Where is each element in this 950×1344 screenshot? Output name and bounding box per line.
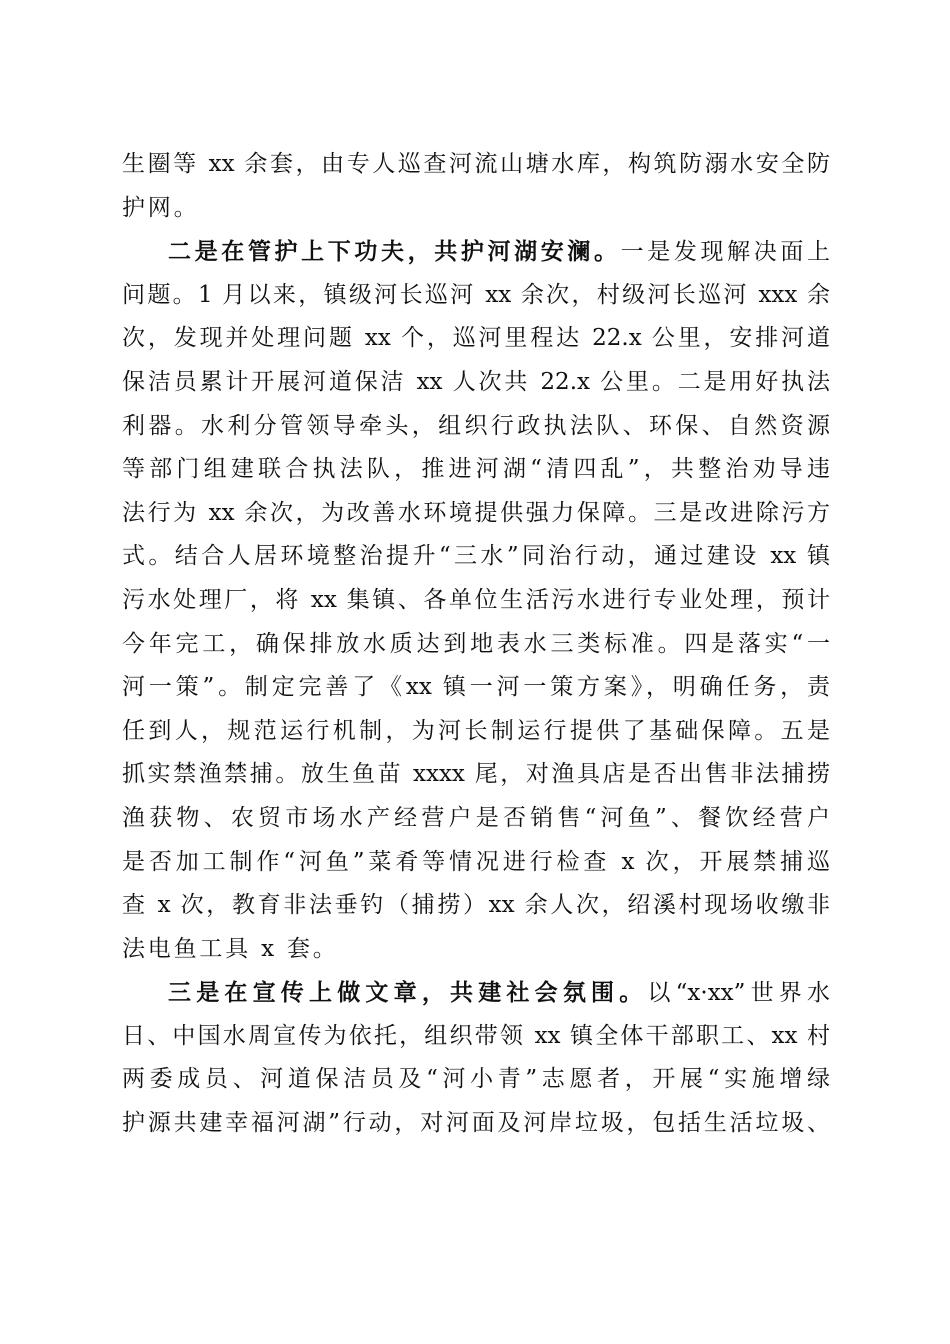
p2-line-5: 利器。水利分管领导牵头，组织行政执法队、环保、自然资源 bbox=[122, 412, 830, 439]
p3-line-1 bbox=[122, 971, 830, 1015]
p3-line-3: 两委成员、河道保洁员及“河小青”志愿者，开展“实施增绿 bbox=[122, 1066, 830, 1093]
p2-line-10: 今年完工，确保排放水质达到地表水三类标准。四是落实“一 bbox=[122, 630, 830, 657]
p2-line-3: 次，发现并处理问题 xx 个，巡河里程达 22.x 公里，安排河道 bbox=[122, 325, 830, 352]
p2-line-6: 等部门组建联合执法队，推进河湖“清四乱”，共整治劝导违 bbox=[122, 456, 830, 483]
p2-line-8: 式。结合人居环境整治提升“三水”同治行动，通过建设 xx 镇 bbox=[122, 543, 830, 570]
document-body bbox=[122, 143, 830, 1146]
p2-line-2: 问题。1 月以来，镇级河长巡河 xx 余次，村级河长巡河 xxx 余 bbox=[122, 281, 830, 308]
p2-line-16: 查 x 次，教育非法垂钓（捕捞）xx 余人次，绍溪村现场收缴非 bbox=[122, 892, 830, 919]
p3-line-4: 护源共建幸福河湖”行动，对河面及河岸垃圾，包括生活垃圾、 bbox=[122, 1110, 830, 1137]
p1-line-1: 生圈等 xx 余套，由专人巡查河流山塘水库，构筑防溺水安全防 bbox=[122, 151, 830, 177]
p2-line-1-rest: 一是发现解决面上 bbox=[620, 239, 830, 266]
p2-line-13: 抓实禁渔禁捕。放生鱼苗 xxxx 尾，对渔具店是否出售非法捕捞 bbox=[122, 761, 830, 788]
p2-lead-heading: 二是在管护上下功夫，共护河湖安澜。 bbox=[168, 238, 621, 266]
p2-line-1 bbox=[122, 230, 830, 274]
p2-line-17: 法电鱼工具 x 套。 bbox=[122, 935, 339, 962]
p3-line-2: 日、中国水周宣传为依托，组织带领 xx 镇全体干部职工、xx 村 bbox=[122, 1022, 830, 1049]
p2-line-9: 污水处理厂，将 xx 集镇、各单位生活污水进行专业处理，预计 bbox=[122, 586, 830, 613]
p2-line-15: 是否加工制作“河鱼”菜肴等情况进行检查 x 次，开展禁捕巡 bbox=[122, 848, 830, 875]
p1-line-2: 护网。 bbox=[122, 194, 200, 221]
p2-line-4: 保洁员累计开展河道保洁 xx 人次共 22.x 公里。二是用好执法 bbox=[122, 368, 830, 395]
p2-line-12: 任到人，规范运行机制，为河长制运行提供了基础保障。五是 bbox=[122, 717, 830, 744]
p2-line-14: 渔获物、农贸市场水产经营户是否销售“河鱼”、餐饮经营户 bbox=[122, 804, 830, 831]
p2-line-11: 河一策”。制定完善了《xx 镇一河一策方案》，明确任务，责 bbox=[122, 674, 830, 701]
p3-lead-heading: 三是在宣传上做文章，共建社会氛围。 bbox=[168, 979, 648, 1007]
p2-line-7: 法行为 xx 余次，为改善水环境提供强力保障。三是改进除污方 bbox=[122, 499, 830, 526]
p3-line-1-rest: 以“x·xx”世界水 bbox=[647, 980, 831, 1007]
